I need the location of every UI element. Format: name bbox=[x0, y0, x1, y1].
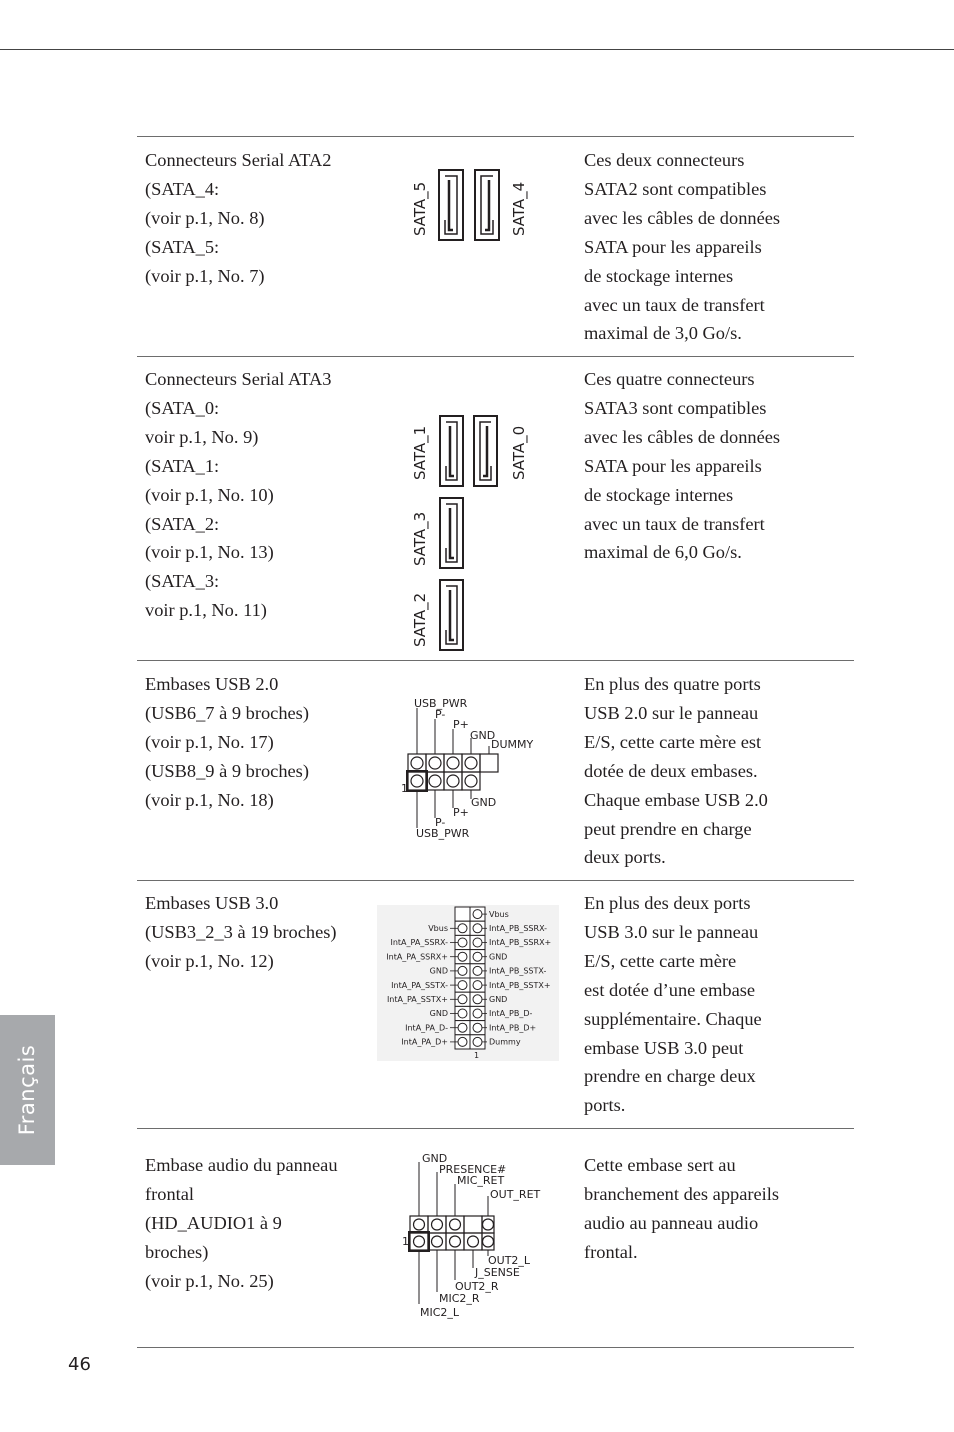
usb3-pin-label: IntA_PA_SSRX- bbox=[390, 938, 448, 948]
p-minus-bottom-label: P- bbox=[435, 816, 446, 829]
text-line: frontal bbox=[145, 1183, 195, 1204]
text-line: broches) bbox=[145, 1241, 209, 1262]
text-line: (SATA_0: bbox=[145, 397, 220, 418]
j-sense-label: J_SENSE bbox=[475, 1266, 520, 1279]
text-line: Embase audio du panneau bbox=[145, 1155, 338, 1175]
table-rule-top bbox=[137, 136, 854, 137]
text-line: SATA3 sont compatibles bbox=[584, 397, 767, 418]
usb3-pin-label: IntA_PB_D+ bbox=[489, 1023, 537, 1033]
usb3-pin-label: GND bbox=[489, 995, 508, 1004]
sata3-connector-diagram bbox=[400, 410, 540, 656]
sata2-connector-shape bbox=[440, 580, 463, 650]
text-line: (voir p.1, No. 10) bbox=[145, 484, 274, 505]
sata3-label: SATA_3 bbox=[411, 511, 429, 566]
usb3-pin-label: GND bbox=[489, 952, 508, 962]
text-line: (voir p.1, No. 25) bbox=[145, 1270, 274, 1291]
text-line: Chaque embase USB 2.0 bbox=[584, 789, 768, 810]
text-line: est dotée d’une embase bbox=[584, 979, 756, 1000]
table-rule-3 bbox=[137, 880, 854, 881]
text-line: (voir p.1, No. 7) bbox=[145, 265, 265, 286]
table-rule-2 bbox=[137, 660, 854, 661]
language-tab-label: Français bbox=[15, 1044, 39, 1136]
out2-l-label: OUT2_L bbox=[488, 1254, 531, 1267]
text-line: (voir p.1, No. 18) bbox=[145, 789, 274, 810]
sata4-label: SATA_4 bbox=[510, 181, 528, 236]
usb-pwr-top-label: USB_PWR bbox=[414, 697, 468, 710]
gnd-top-label: GND bbox=[470, 729, 496, 742]
text-line: Embases USB 3.0 bbox=[145, 893, 279, 913]
page-number: 46 bbox=[68, 1354, 91, 1375]
p-minus-top-label: P- bbox=[435, 708, 446, 721]
mic2-r-label: MIC2_R bbox=[439, 1292, 480, 1305]
usb3-pin1-label: 1 bbox=[474, 1051, 480, 1060]
usb3-pin-label: IntA_PA_SSRX+ bbox=[386, 952, 448, 962]
text-line: avec les câbles de données bbox=[584, 426, 781, 447]
text-line: Connecteurs Serial ATA2 bbox=[145, 150, 332, 170]
pin1-label: 1 bbox=[401, 782, 408, 795]
text-line: (USB8_9 à 9 broches) bbox=[145, 760, 309, 781]
sata1-label: SATA_1 bbox=[411, 425, 429, 480]
text-line: supplémentaire. Chaque bbox=[584, 1008, 762, 1029]
text-line: deux ports. bbox=[584, 847, 666, 868]
text-line: (voir p.1, No. 8) bbox=[145, 207, 265, 228]
text-line: E/S, cette carte mère est bbox=[584, 731, 762, 752]
mic2-l-label: MIC2_L bbox=[420, 1306, 460, 1319]
text-line: (USB3_2_3 à 19 broches) bbox=[145, 921, 337, 942]
sata0-label: SATA_0 bbox=[510, 425, 528, 480]
table-rule-4 bbox=[137, 1128, 854, 1129]
text-line: (HD_AUDIO1 à 9 bbox=[145, 1212, 282, 1233]
out2-r-label: OUT2_R bbox=[455, 1280, 499, 1293]
text-line: En plus des quatre ports bbox=[584, 674, 761, 694]
header-rule bbox=[0, 49, 954, 50]
usb3-pin-label: IntA_PB_SSTX- bbox=[489, 966, 547, 976]
usb2-notes bbox=[584, 670, 834, 872]
text-line: avec les câbles de données bbox=[584, 207, 781, 228]
text-line: (SATA_4: bbox=[145, 178, 220, 199]
hd-audio-notes bbox=[584, 1151, 834, 1267]
sata3-connector-shape bbox=[440, 498, 463, 568]
text-line: En plus des deux ports bbox=[584, 893, 751, 913]
usb3-pin-label: IntA_PA_SSTX- bbox=[391, 980, 448, 990]
text-line: USB 2.0 sur le panneau bbox=[584, 702, 759, 723]
dummy-label: DUMMY bbox=[491, 738, 534, 751]
text-line: peut prendre en charge bbox=[584, 818, 752, 839]
sata5-label: SATA_5 bbox=[411, 181, 429, 236]
text-line: USB 3.0 sur le panneau bbox=[584, 921, 759, 942]
text-line: Ces quatre connecteurs bbox=[584, 369, 755, 389]
text-line: prendre en charge deux bbox=[584, 1066, 756, 1087]
sata3-notes bbox=[584, 365, 834, 567]
usb3-pin-label: GND bbox=[429, 1009, 448, 1019]
text-line: SATA pour les appareils bbox=[584, 455, 762, 476]
usb3-pin-label: IntA_PA_D- bbox=[405, 1023, 448, 1033]
hd-audio-header-pinout bbox=[396, 1150, 546, 1320]
gnd-bottom-label: GND bbox=[471, 796, 497, 809]
text-line: frontal. bbox=[584, 1241, 638, 1262]
text-line: (voir p.1, No. 17) bbox=[145, 731, 274, 752]
text-line: branchement des appareils bbox=[584, 1183, 780, 1204]
usb3-pin-label: Dummy bbox=[489, 1037, 521, 1047]
text-line: de stockage internes bbox=[584, 265, 734, 286]
usb3-pin-label: IntA_PA_SSTX+ bbox=[386, 995, 448, 1004]
usb-pwr-bottom-label: USB_PWR bbox=[416, 827, 470, 840]
usb3-pin-block bbox=[455, 907, 485, 1049]
usb3-pin-label: IntA_PB_SSTX+ bbox=[489, 980, 551, 990]
sata2-label: SATA_2 bbox=[411, 592, 429, 647]
text-line: maximal de 3,0 Go/s. bbox=[584, 323, 742, 344]
text-line: (USB6_7 à 9 broches) bbox=[145, 702, 309, 723]
text-line: avec un taux de transfert bbox=[584, 294, 765, 315]
text-line: (SATA_1: bbox=[145, 455, 220, 476]
usb3-pin-label: IntA_PB_D- bbox=[489, 1009, 533, 1019]
text-line: audio au panneau audio bbox=[584, 1212, 759, 1233]
usb3-pin-label: GND bbox=[429, 966, 448, 976]
usb3-pin-label: IntA_PB_SSRX- bbox=[489, 924, 548, 933]
text-line: Ces deux connecteurs bbox=[584, 150, 745, 170]
sata1-connector-shape bbox=[440, 416, 463, 486]
text-line: avec un taux de transfert bbox=[584, 513, 765, 534]
text-line: voir p.1, No. 9) bbox=[145, 426, 259, 447]
sata2-notes bbox=[584, 146, 834, 348]
usb2-description bbox=[145, 670, 377, 815]
text-line: (SATA_5: bbox=[145, 236, 220, 257]
text-line: SATA pour les appareils bbox=[584, 236, 762, 257]
usb2-header-pinout bbox=[396, 694, 546, 844]
usb2-pin-block bbox=[407, 754, 498, 791]
sata4-connector-shape bbox=[475, 170, 499, 240]
usb3-pin-label: Vbus bbox=[428, 924, 448, 933]
text-line: Embases USB 2.0 bbox=[145, 674, 279, 694]
sata2-connector-diagram bbox=[400, 160, 540, 246]
mic-ret-label: MIC_RET bbox=[457, 1174, 505, 1187]
sata5-connector-shape bbox=[439, 170, 463, 240]
text-line: Cette embase sert au bbox=[584, 1155, 736, 1175]
text-line: SATA2 sont compatibles bbox=[584, 178, 767, 199]
text-line: (SATA_2: bbox=[145, 513, 220, 534]
pin1-label: 1 bbox=[402, 1235, 409, 1248]
usb3-notes bbox=[584, 889, 834, 1120]
usb3-pin-label: IntA_PB_SSRX+ bbox=[489, 938, 552, 948]
text-line: ports. bbox=[584, 1095, 626, 1116]
usb3-pin-label: Vbus bbox=[489, 909, 509, 919]
text-line: maximal de 6,0 Go/s. bbox=[584, 542, 742, 563]
table-rule-1 bbox=[137, 356, 854, 357]
text-line: dotée de deux embases. bbox=[584, 760, 758, 781]
p-plus-bottom-label: P+ bbox=[453, 806, 469, 819]
text-line: Connecteurs Serial ATA3 bbox=[145, 369, 332, 389]
presence-label: PRESENCE# bbox=[439, 1163, 507, 1176]
table-rule-bottom bbox=[137, 1347, 854, 1348]
sata3-description bbox=[145, 365, 377, 625]
text-line: E/S, cette carte mère bbox=[584, 950, 737, 971]
text-line: voir p.1, No. 11) bbox=[145, 600, 267, 621]
gnd-label: GND bbox=[422, 1152, 448, 1165]
usb3-header-pinout bbox=[377, 905, 559, 1063]
usb3-pin-label: IntA_PA_D+ bbox=[401, 1037, 448, 1047]
text-line: (voir p.1, No. 13) bbox=[145, 542, 274, 563]
hd-audio-description bbox=[145, 1151, 377, 1296]
sata0-connector-shape bbox=[474, 416, 497, 486]
text-line: (SATA_3: bbox=[145, 571, 220, 592]
usb3-description bbox=[145, 889, 377, 976]
out-ret-label: OUT_RET bbox=[490, 1188, 541, 1201]
text-line: embase USB 3.0 peut bbox=[584, 1037, 744, 1058]
text-line: de stockage internes bbox=[584, 484, 734, 505]
text-line: (voir p.1, No. 12) bbox=[145, 950, 274, 971]
hd-audio-pin-block bbox=[409, 1216, 494, 1251]
p-plus-top-label: P+ bbox=[453, 718, 469, 731]
sata2-description bbox=[145, 146, 377, 291]
